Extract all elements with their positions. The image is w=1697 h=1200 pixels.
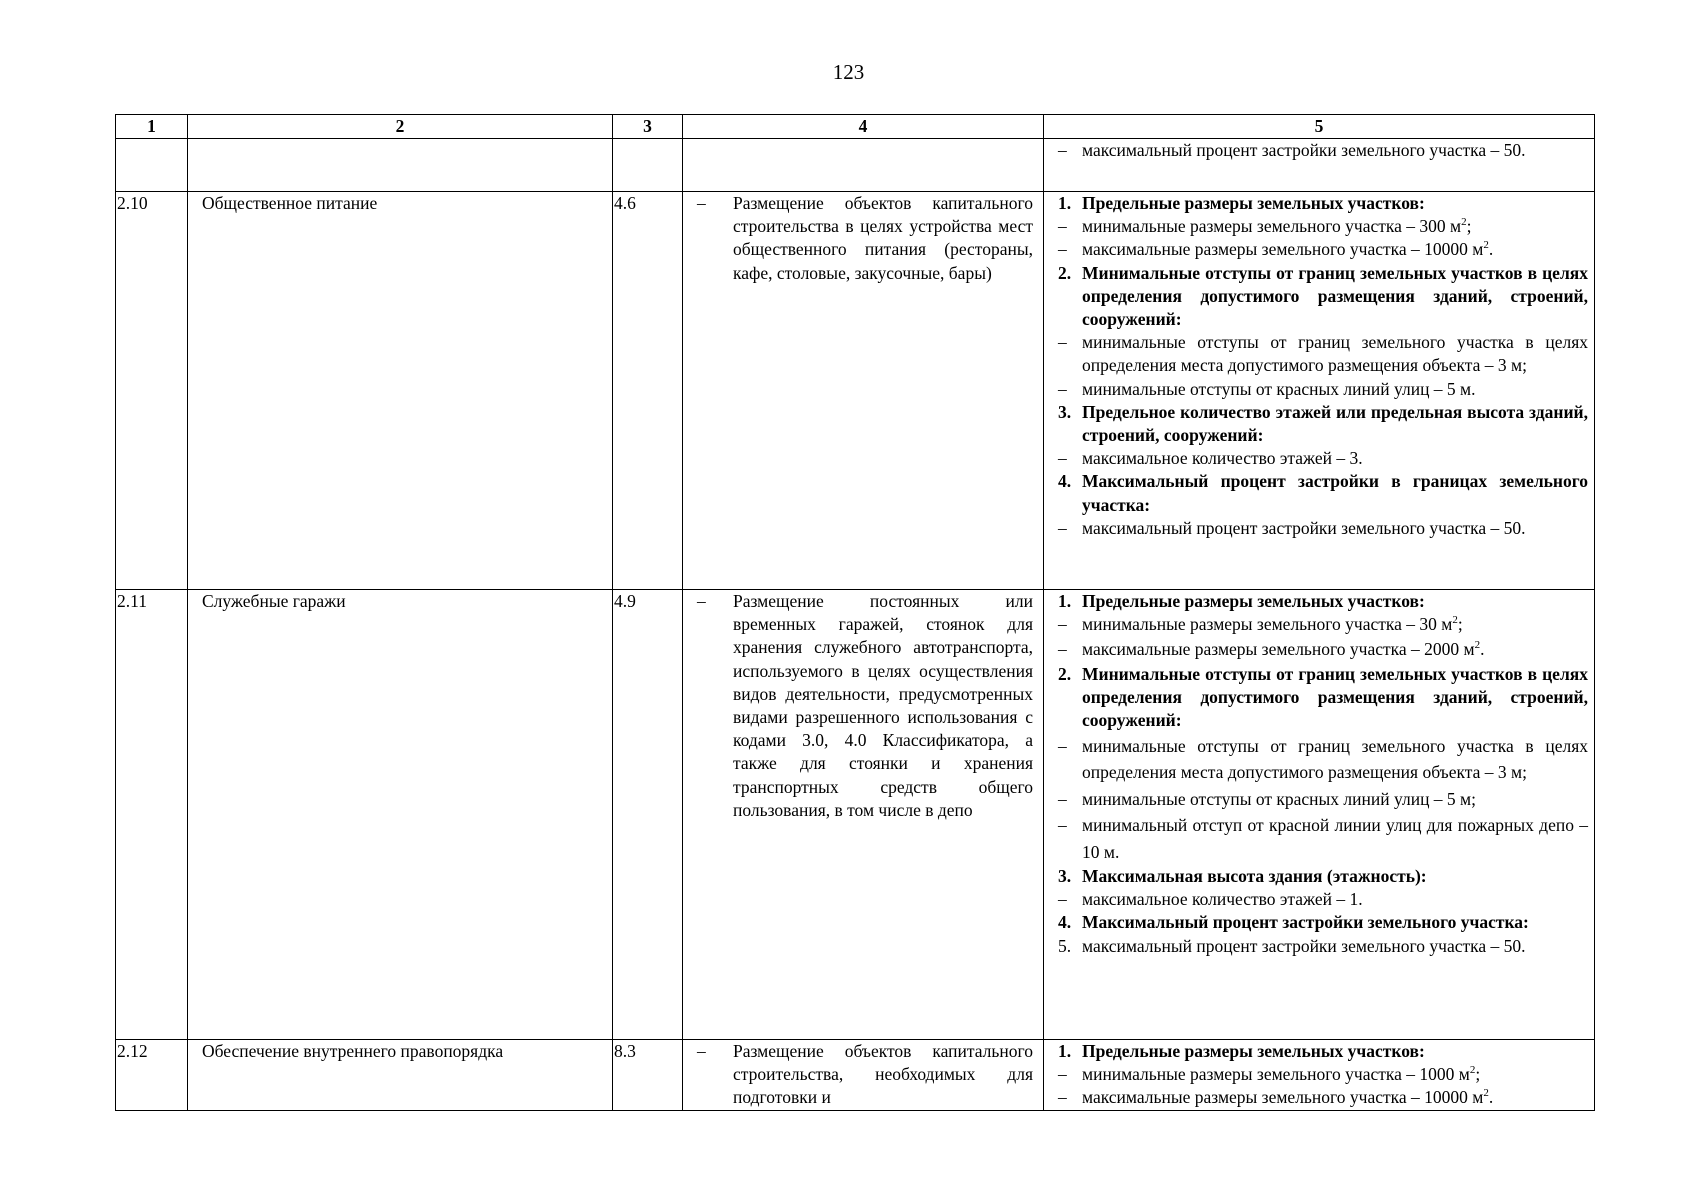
dash-marker: – [1058,614,1067,635]
parameter-text [1082,911,1588,934]
parameter-item [1052,613,1588,636]
table-row [116,139,1595,192]
parameter-text [1082,636,1588,663]
dash-marker: – [1058,735,1067,756]
parameter-item [1052,1063,1588,1086]
description-item [695,1040,1033,1110]
page-number: 123 [832,60,865,84]
dash-marker: – [1058,239,1067,260]
parameter-text [1082,517,1588,540]
parameter-value: Минимальные отступы от границ земельных участков в целях определения допустимого размещения зданий, строений, сооружений: [1082,262,1588,330]
superscript: 2 [1469,1064,1476,1077]
parameters [1044,139,1595,192]
parameter-heading [1052,470,1588,516]
use-description [683,1040,1044,1111]
parameter-item [1052,812,1588,865]
use-name: Обеспечение внутреннего правопорядка [188,1040,613,1111]
table-row [116,590,1595,1040]
parameter-text [1082,1086,1588,1109]
use-description [683,139,1044,192]
description-item [695,192,1033,285]
parameter-value: Предельные размеры земельных участков: [1082,591,1425,611]
dash-marker: – [697,1041,706,1061]
parameters [1044,590,1595,1040]
parameter-text [1082,401,1588,447]
punctuation: . [1480,639,1485,660]
parameter-text [1082,262,1588,332]
parameter-item [1052,733,1588,786]
punctuation: ; [1466,216,1472,237]
dash-marker: – [1058,140,1067,160]
dash-marker: – [697,193,706,213]
parameter-heading [1052,1040,1588,1063]
column-header: 2 [188,115,613,139]
parameter-text [1082,470,1588,516]
parameter-text [1082,935,1588,958]
parameter-value: максимальное количество этажей – 3. [1082,448,1363,469]
header-row [116,115,1595,139]
parameter-value: минимальные размеры земельного участка – 300 м [1082,216,1462,237]
row-number [116,139,188,192]
column-header: 4 [683,115,1044,139]
use-name: Служебные гаражи [188,590,613,1040]
use-code: 4.6 [613,192,683,590]
row-number: 2.10 [116,192,188,590]
parameter-text [1082,888,1588,911]
parameter-item [1052,447,1588,470]
parameter-item [1052,517,1588,540]
parameter-value: Предельные размеры земельных участков: [1082,193,1425,213]
punctuation: ; [1457,614,1463,635]
parameter-text [1082,139,1588,162]
parameter-value: максимальные размеры земельного участка – 10000 м [1082,1087,1484,1108]
parameter-value: минимальные отступы от красных линий улиц – 5 м. [1082,378,1476,399]
row-number: 2.11 [116,590,188,1040]
dash-marker: – [1058,1064,1067,1085]
parameter-item [1052,215,1588,238]
parameter-value: максимальные размеры земельного участка – 2000 м [1082,639,1475,660]
superscript: 2 [1483,239,1489,252]
dash-marker: – [1058,788,1067,809]
list-number: 4. [1058,912,1072,933]
table-row [116,1040,1595,1111]
column-header: 1 [116,115,188,139]
list-number: 4. [1058,471,1072,492]
use-description [683,590,1044,1040]
use-description [683,192,1044,590]
parameter-item [1052,888,1588,911]
parameter-value: Максимальный процент застройки в границах земельного участка: [1082,471,1588,515]
parameter-item [1052,636,1588,663]
parameter-text [1082,786,1588,813]
dash-marker: – [1058,815,1067,836]
parameter-item [1052,139,1588,162]
punctuation: . [1488,1087,1494,1108]
use-code: 8.3 [613,1040,683,1111]
parameter-heading [1052,911,1588,934]
regulations-table [115,114,1595,1111]
description-text: Размещение постоянных или временных гаражей, стоянок для хранения служебного автотранспорта, используемого в целях осуществления видов деятельности, предусмотренных видами разрешенного использования с кодами 3.0, 4.0 Классификатора, а также для стоянки и хранения транспортных средств общего пользования, в том числе в депо [733,591,1033,820]
parameter-value: максимальные размеры земельного участка – 10000 м [1082,239,1484,260]
list-number: 5. [1058,935,1072,956]
dash-marker: – [1058,216,1067,237]
parameter-text [1082,331,1588,377]
parameter-value: максимальное количество этажей – 1. [1082,889,1363,910]
parameter-text [1082,238,1588,261]
parameter-value: максимальный процент застройки земельного участка – 50. [1082,140,1526,160]
parameter-text [1082,447,1588,470]
parameter-item [1052,238,1588,261]
parameter-heading [1052,590,1588,613]
row-number: 2.12 [116,1040,188,1111]
parameter-value: Максимальная высота здания (этажность): [1082,866,1427,887]
parameter-value: минимальные отступы от границ земельного участка в целях определения места допустимого размещения объекта – 3 м; [1082,332,1588,376]
superscript: 2 [1461,216,1467,229]
parameter-item [1052,331,1588,377]
list-number: 1. [1058,1041,1072,1061]
parameter-heading [1052,865,1588,888]
parameter-text [1082,613,1588,636]
column-header: 5 [1044,115,1595,139]
dash-marker: – [1058,378,1067,399]
parameter-text [1082,192,1588,215]
parameter-text [1082,1063,1588,1086]
parameter-value: минимальные размеры земельного участка – 30 м [1082,614,1453,635]
superscript: 2 [1452,614,1458,627]
parameter-value: минимальные размеры земельного участка – 1000 м [1082,1064,1470,1085]
list-number: 1. [1058,193,1072,213]
parameter-value: максимальный процент застройки земельного участка – 50. [1082,517,1526,538]
parameter-item [1052,378,1588,401]
use-code [613,139,683,192]
parameter-item [1052,1086,1588,1109]
description-text: Размещение объектов капитального строительства, необходимых для подготовки и [733,1041,1033,1108]
parameter-value: минимальные отступы от красных линий улиц – 5 м; [1082,788,1476,809]
dash-marker: – [1058,889,1067,910]
parameter-heading [1052,262,1588,332]
dash-marker: – [1058,1087,1067,1108]
parameter-text [1082,378,1588,401]
parameter-item [1052,786,1588,813]
use-code: 4.9 [613,590,683,1040]
dash-marker: – [1058,639,1067,660]
dash-marker: – [1058,332,1067,353]
list-number: 2. [1058,663,1072,684]
parameter-heading [1052,401,1588,447]
description-text: Размещение объектов капитального строительства в целях устройства мест общественного питания (рестораны, кафе, столовые, закусочные, бары) [733,193,1033,283]
parameter-heading [1052,192,1588,215]
description-item [695,590,1033,822]
parameter-item [1052,935,1588,958]
use-name [188,139,613,192]
list-number: 1. [1058,591,1072,611]
parameter-value: Предельные размеры земельных участков: [1082,1041,1425,1061]
list-number: 2. [1058,262,1072,283]
column-header: 3 [613,115,683,139]
parameter-text [1082,1040,1588,1063]
parameter-text [1082,590,1588,613]
punctuation: . [1488,239,1494,260]
parameter-text [1082,865,1588,888]
parameters [1044,1040,1595,1111]
parameter-value: минимальный отступ от красной линии улиц для пожарных депо – 10 м. [1082,815,1588,862]
table-row [116,192,1595,590]
list-number: 3. [1058,866,1072,887]
superscript: 2 [1483,1087,1489,1100]
parameter-text [1082,215,1588,238]
dash-marker: – [697,591,706,611]
parameters [1044,192,1595,590]
parameter-value: минимальные отступы от границ земельного участка в целях определения места допустимого размещения объекта – 3 м; [1082,735,1588,783]
parameter-value: максимальный процент застройки земельного участка – 50. [1082,935,1526,956]
dash-marker: – [1058,517,1067,538]
punctuation: ; [1475,1064,1481,1085]
use-name: Общественное питание [188,192,613,590]
parameter-value: Максимальный процент застройки земельного участка: [1082,912,1529,933]
parameter-value: Минимальные отступы от границ земельных участков в целях определения допустимого размещения зданий, строений, сооружений: [1082,663,1588,731]
superscript: 2 [1474,639,1481,652]
dash-marker: – [1058,448,1067,469]
parameter-value: Предельное количество этажей или предельная высота зданий, строений, сооружений: [1082,401,1588,446]
parameter-text [1082,663,1588,733]
parameter-text [1082,812,1588,865]
parameter-text [1082,733,1588,786]
parameter-heading [1052,663,1588,733]
list-number: 3. [1058,401,1072,422]
